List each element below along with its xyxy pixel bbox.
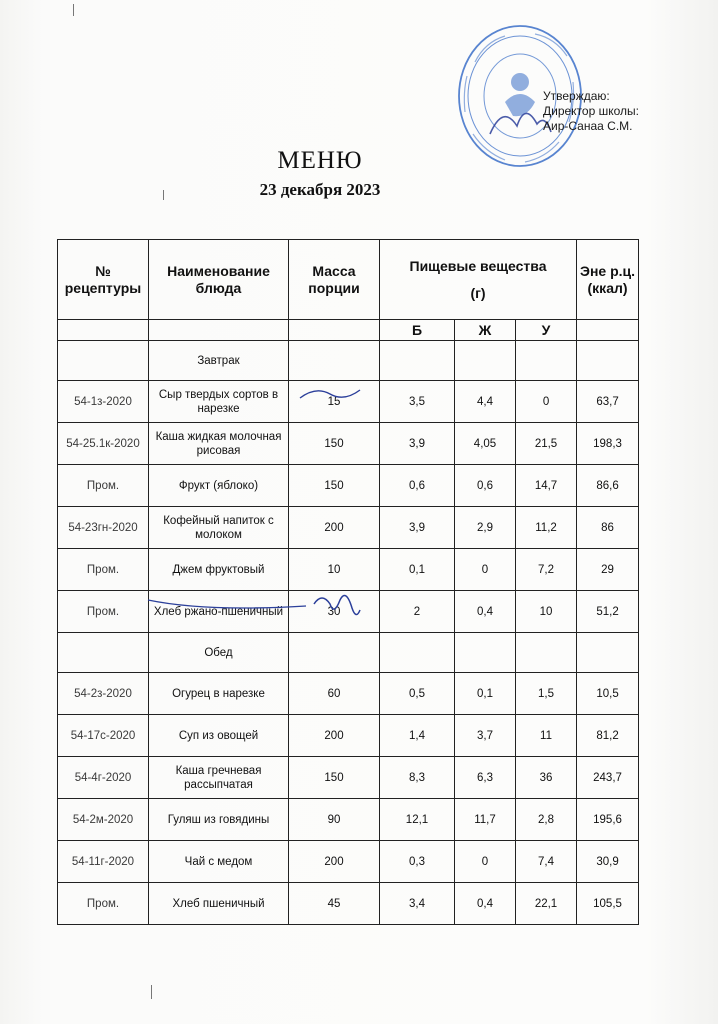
cell-u: 14,7 (516, 465, 577, 507)
cell-b: 3,5 (380, 381, 455, 423)
cell-energy: 86,6 (577, 465, 639, 507)
cell-code: Пром. (58, 549, 149, 591)
cell-name: Сыр твердых сортов в нарезке (149, 381, 289, 423)
cell-name: Огурец в нарезке (149, 673, 289, 715)
cell-name: Чай с медом (149, 841, 289, 883)
cell-energy: 51,2 (577, 591, 639, 633)
cell-name: Кофейный напиток с молоком (149, 507, 289, 549)
cell-name: Хлеб пшеничный (149, 883, 289, 925)
cell-zh: 6,3 (455, 757, 516, 799)
subheader-empty (577, 320, 639, 341)
cell-u: 11 (516, 715, 577, 757)
cell-mass: 200 (289, 841, 380, 883)
cell-b: 3,9 (380, 423, 455, 465)
cell-zh: 4,05 (455, 423, 516, 465)
empty-cell (58, 633, 149, 673)
cell-u: 7,4 (516, 841, 577, 883)
cell-b: 0,5 (380, 673, 455, 715)
approval-line-3: Аир-Санаа С.М. (543, 119, 633, 133)
cell-mass: 150 (289, 465, 380, 507)
header-row (58, 240, 639, 320)
cell-u: 10 (516, 591, 577, 633)
cell-u: 7,2 (516, 549, 577, 591)
empty-cell (577, 633, 639, 673)
cell-zh: 0,6 (455, 465, 516, 507)
cell-mass: 10 (289, 549, 380, 591)
cell-zh: 0,4 (455, 591, 516, 633)
cell-mass: 150 (289, 757, 380, 799)
scan-mark (73, 4, 74, 16)
cell-u: 0 (516, 381, 577, 423)
header-u: У (516, 320, 577, 341)
menu-table (57, 239, 639, 925)
cell-mass: 200 (289, 507, 380, 549)
empty-cell (577, 341, 639, 381)
header-b: Б (380, 320, 455, 341)
cell-code: Пром. (58, 465, 149, 507)
cell-energy: 86 (577, 507, 639, 549)
cell-mass: 150 (289, 423, 380, 465)
scan-mark (163, 190, 164, 200)
cell-u: 11,2 (516, 507, 577, 549)
cell-b: 0,6 (380, 465, 455, 507)
cell-energy: 198,3 (577, 423, 639, 465)
cell-energy: 63,7 (577, 381, 639, 423)
cell-energy: 10,5 (577, 673, 639, 715)
cell-zh: 0 (455, 549, 516, 591)
cell-code: 54-11г-2020 (58, 841, 149, 883)
empty-cell (289, 633, 380, 673)
cell-zh: 0 (455, 841, 516, 883)
cell-name: Каша жидкая молочная рисовая (149, 423, 289, 465)
cell-name: Джем фруктовый (149, 549, 289, 591)
cell-name: Фрукт (яблоко) (149, 465, 289, 507)
section-title: Обед (149, 633, 289, 673)
section-title: Завтрак (149, 341, 289, 381)
section-row (58, 633, 639, 673)
menu-item-row (58, 549, 639, 591)
subheader-row (58, 320, 639, 341)
signature-scribble (146, 590, 366, 630)
cell-b: 0,1 (380, 549, 455, 591)
cell-code: 54-2з-2020 (58, 673, 149, 715)
cell-u: 21,5 (516, 423, 577, 465)
cell-mass: 90 (289, 799, 380, 841)
cell-code: 54-23гн-2020 (58, 507, 149, 549)
cell-b: 3,9 (380, 507, 455, 549)
cell-energy: 105,5 (577, 883, 639, 925)
empty-cell (455, 633, 516, 673)
scan-mark (151, 985, 152, 999)
cell-zh: 0,1 (455, 673, 516, 715)
empty-cell (289, 341, 380, 381)
cell-energy: 81,2 (577, 715, 639, 757)
cell-code: 54-1з-2020 (58, 381, 149, 423)
cell-zh: 2,9 (455, 507, 516, 549)
subheader-empty (58, 320, 149, 341)
header-energy: Эне р.ц. (ккал) (577, 240, 639, 320)
cell-code: 54-4г-2020 (58, 757, 149, 799)
cell-mass: 15 (289, 381, 380, 423)
empty-cell (58, 341, 149, 381)
cell-u: 36 (516, 757, 577, 799)
cell-mass: 60 (289, 673, 380, 715)
cell-code: Пром. (58, 591, 149, 633)
cell-zh: 11,7 (455, 799, 516, 841)
signature-scribble (296, 380, 366, 410)
cell-name: Гуляш из говядины (149, 799, 289, 841)
cell-code: Пром. (58, 883, 149, 925)
cell-energy: 243,7 (577, 757, 639, 799)
empty-cell (380, 633, 455, 673)
menu-item-row (58, 465, 639, 507)
cell-energy: 195,6 (577, 799, 639, 841)
menu-item-row (58, 883, 639, 925)
cell-code: 54-17с-2020 (58, 715, 149, 757)
header-mass: Масса порции (289, 240, 380, 320)
approval-line-2: Директор школы: (543, 104, 639, 118)
menu-item-row (58, 673, 639, 715)
menu-date: 23 декабря 2023 (259, 180, 381, 199)
cell-b: 2 (380, 591, 455, 633)
empty-cell (516, 633, 577, 673)
cell-mass: 30 (289, 591, 380, 633)
menu-item-row (58, 757, 639, 799)
cell-energy: 30,9 (577, 841, 639, 883)
cell-code: 54-25.1к-2020 (58, 423, 149, 465)
menu-body (58, 341, 639, 925)
header-nutrients-unit: (г) (470, 284, 486, 301)
empty-cell (380, 341, 455, 381)
cell-u: 1,5 (516, 673, 577, 715)
approval-block (543, 89, 639, 134)
empty-cell (455, 341, 516, 381)
header-name: Наименование блюда (149, 240, 289, 320)
cell-energy: 29 (577, 549, 639, 591)
cell-b: 12,1 (380, 799, 455, 841)
cell-mass: 200 (289, 715, 380, 757)
subheader-empty (149, 320, 289, 341)
cell-zh: 3,7 (455, 715, 516, 757)
menu-item-row (58, 799, 639, 841)
header-code: № рецептуры (58, 240, 149, 320)
cell-name: Хлеб ржано-пшеничный (149, 591, 289, 633)
empty-cell (516, 341, 577, 381)
page-title: МЕНЮ (277, 147, 363, 174)
menu-item-row (58, 715, 639, 757)
cell-b: 8,3 (380, 757, 455, 799)
cell-zh: 4,4 (455, 381, 516, 423)
cell-b: 3,4 (380, 883, 455, 925)
section-row (58, 341, 639, 381)
cell-code: 54-2м-2020 (58, 799, 149, 841)
cell-name: Суп из овощей (149, 715, 289, 757)
cell-u: 22,1 (516, 883, 577, 925)
menu-item-row (58, 423, 639, 465)
header-nutrients-label: Пищевые вещества (409, 257, 547, 274)
cell-zh: 0,4 (455, 883, 516, 925)
cell-b: 1,4 (380, 715, 455, 757)
menu-item-row (58, 507, 639, 549)
cell-mass: 45 (289, 883, 380, 925)
cell-b: 0,3 (380, 841, 455, 883)
header-zh: Ж (455, 320, 516, 341)
subheader-empty (289, 320, 380, 341)
cell-name: Каша гречневая рассыпчатая (149, 757, 289, 799)
header-nutrients (380, 240, 577, 320)
menu-item-row (58, 841, 639, 883)
approval-line-1: Утверждаю: (543, 89, 610, 103)
cell-u: 2,8 (516, 799, 577, 841)
